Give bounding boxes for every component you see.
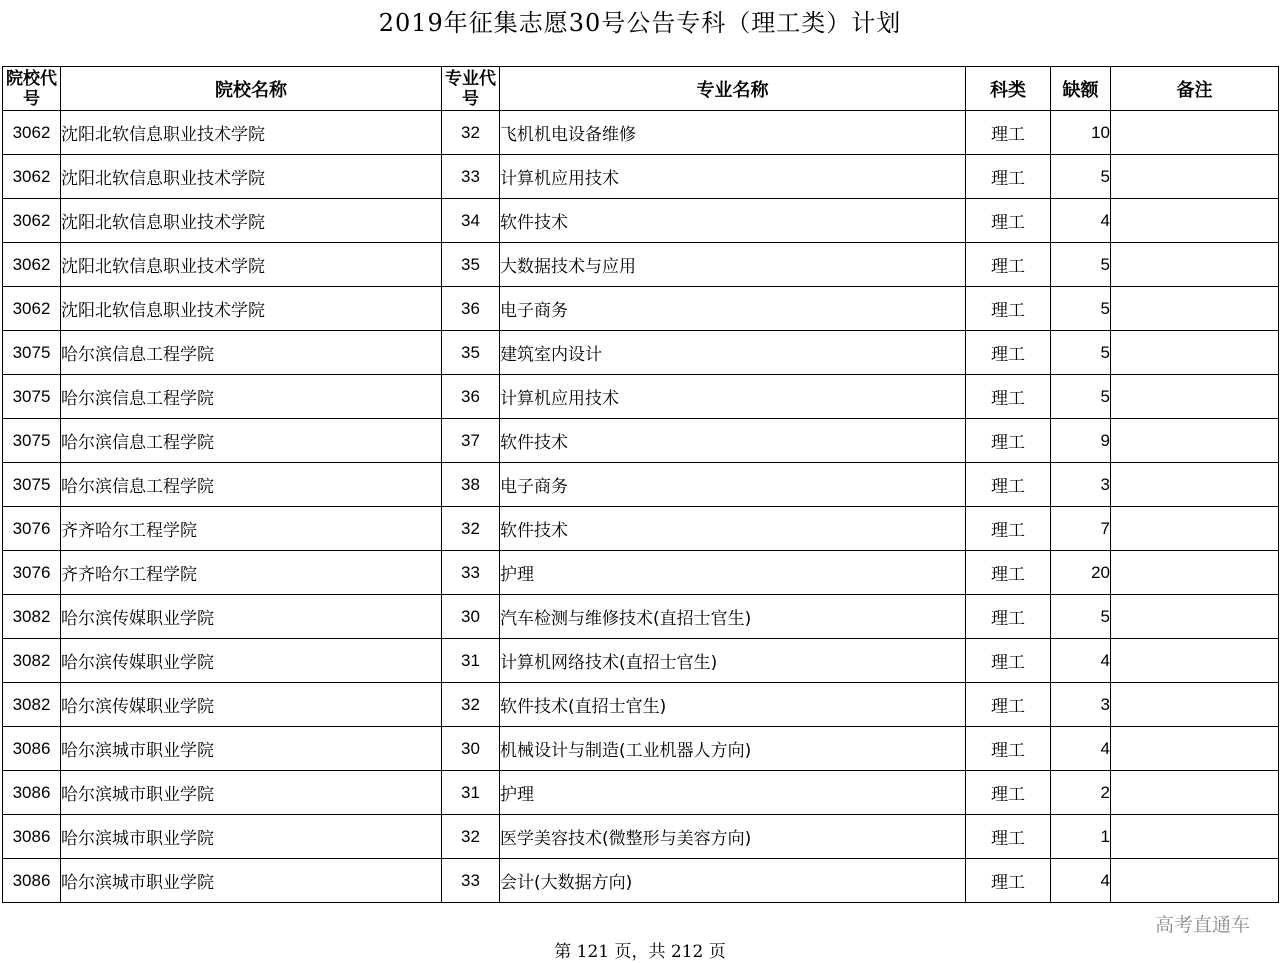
cell-quota: 5 — [1051, 375, 1111, 419]
cell-major-code: 31 — [442, 771, 500, 815]
cell-major-code: 32 — [442, 683, 500, 727]
table-row — [3, 859, 1279, 903]
cell-major-code: 30 — [442, 727, 500, 771]
cell-major-name: 护理 — [500, 551, 966, 595]
cell-major-name: 软件技术 — [500, 419, 966, 463]
cell-school-code: 3075 — [3, 419, 61, 463]
cell-quota: 1 — [1051, 815, 1111, 859]
cell-major-code: 36 — [442, 375, 500, 419]
page-title: 2019年征集志愿30号公告专科（理工类）计划 — [378, 9, 902, 37]
table-row — [3, 243, 1279, 287]
cell-school-name: 哈尔滨传媒职业学院 — [61, 683, 442, 727]
cell-school-name: 哈尔滨城市职业学院 — [61, 771, 442, 815]
cell-remarks — [1111, 507, 1279, 551]
cell-school-code: 3075 — [3, 463, 61, 507]
table-row — [3, 463, 1279, 507]
cell-remarks — [1111, 683, 1279, 727]
table-row — [3, 375, 1279, 419]
cell-quota: 4 — [1051, 727, 1111, 771]
cell-major-name: 会计(大数据方向) — [500, 859, 966, 903]
cell-school-name: 哈尔滨城市职业学院 — [61, 859, 442, 903]
table-row — [3, 683, 1279, 727]
cell-quota: 5 — [1051, 287, 1111, 331]
cell-remarks — [1111, 111, 1279, 155]
header-major-code: 专业代号 — [442, 67, 500, 111]
cell-quota: 20 — [1051, 551, 1111, 595]
cell-school-name: 沈阳北软信息职业技术学院 — [61, 199, 442, 243]
cell-school-name: 沈阳北软信息职业技术学院 — [61, 287, 442, 331]
cell-school-name: 哈尔滨传媒职业学院 — [61, 595, 442, 639]
cell-remarks — [1111, 331, 1279, 375]
cell-school-name: 哈尔滨信息工程学院 — [61, 375, 442, 419]
cell-school-code: 3075 — [3, 331, 61, 375]
cell-remarks — [1111, 419, 1279, 463]
cell-remarks — [1111, 375, 1279, 419]
cell-major-name: 飞机机电设备维修 — [500, 111, 966, 155]
cell-category: 理工 — [966, 815, 1051, 859]
cell-category: 理工 — [966, 639, 1051, 683]
cell-major-name: 计算机应用技术 — [500, 375, 966, 419]
header-school-name: 院校名称 — [61, 67, 442, 111]
cell-remarks — [1111, 771, 1279, 815]
cell-category: 理工 — [966, 243, 1051, 287]
cell-major-code: 33 — [442, 859, 500, 903]
cell-school-name: 沈阳北软信息职业技术学院 — [61, 111, 442, 155]
cell-quota: 10 — [1051, 111, 1111, 155]
cell-category: 理工 — [966, 595, 1051, 639]
header-remarks: 备注 — [1111, 67, 1279, 111]
cell-remarks — [1111, 815, 1279, 859]
cell-school-name: 哈尔滨信息工程学院 — [61, 331, 442, 375]
cell-major-name: 医学美容技术(微整形与美容方向) — [500, 815, 966, 859]
cell-major-name: 建筑室内设计 — [500, 331, 966, 375]
cell-major-code: 31 — [442, 639, 500, 683]
cell-school-name: 哈尔滨信息工程学院 — [61, 419, 442, 463]
table-row — [3, 199, 1279, 243]
cell-school-code: 3062 — [3, 111, 61, 155]
cell-major-code: 36 — [442, 287, 500, 331]
cell-major-name: 电子商务 — [500, 463, 966, 507]
cell-remarks — [1111, 727, 1279, 771]
cell-category: 理工 — [966, 419, 1051, 463]
header-quota: 缺额 — [1051, 67, 1111, 111]
table-row — [3, 507, 1279, 551]
table-row — [3, 419, 1279, 463]
cell-school-name: 哈尔滨城市职业学院 — [61, 815, 442, 859]
cell-major-code: 34 — [442, 199, 500, 243]
cell-quota: 4 — [1051, 199, 1111, 243]
table-row — [3, 331, 1279, 375]
header-major-name: 专业名称 — [500, 67, 966, 111]
cell-major-name: 软件技术 — [500, 199, 966, 243]
header-school-code: 院校代号 — [3, 67, 61, 111]
cell-remarks — [1111, 859, 1279, 903]
cell-school-code: 3076 — [3, 551, 61, 595]
cell-category: 理工 — [966, 727, 1051, 771]
cell-major-code: 35 — [442, 331, 500, 375]
cell-school-code: 3086 — [3, 815, 61, 859]
cell-school-name: 齐齐哈尔工程学院 — [61, 551, 442, 595]
cell-quota: 9 — [1051, 419, 1111, 463]
cell-quota: 5 — [1051, 595, 1111, 639]
cell-quota: 4 — [1051, 639, 1111, 683]
table-header-row — [3, 67, 1279, 111]
cell-major-name: 机械设计与制造(工业机器人方向) — [500, 727, 966, 771]
cell-category: 理工 — [966, 287, 1051, 331]
cell-school-name: 沈阳北软信息职业技术学院 — [61, 243, 442, 287]
cell-quota: 3 — [1051, 463, 1111, 507]
cell-school-code: 3062 — [3, 199, 61, 243]
cell-major-name: 汽车检测与维修技术(直招士官生) — [500, 595, 966, 639]
table-row — [3, 111, 1279, 155]
cell-major-code: 38 — [442, 463, 500, 507]
cell-school-code: 3082 — [3, 639, 61, 683]
cell-quota: 7 — [1051, 507, 1111, 551]
cell-school-name: 哈尔滨城市职业学院 — [61, 727, 442, 771]
cell-major-name: 计算机网络技术(直招士官生) — [500, 639, 966, 683]
table-row — [3, 771, 1279, 815]
cell-category: 理工 — [966, 331, 1051, 375]
cell-school-name: 哈尔滨传媒职业学院 — [61, 639, 442, 683]
cell-school-code: 3075 — [3, 375, 61, 419]
cell-category: 理工 — [966, 199, 1051, 243]
cell-school-code: 3086 — [3, 859, 61, 903]
cell-school-code: 3082 — [3, 683, 61, 727]
cell-school-code: 3086 — [3, 727, 61, 771]
cell-major-code: 30 — [442, 595, 500, 639]
cell-major-code: 33 — [442, 551, 500, 595]
cell-remarks — [1111, 463, 1279, 507]
cell-school-code: 3076 — [3, 507, 61, 551]
cell-major-name: 软件技术 — [500, 507, 966, 551]
cell-remarks — [1111, 551, 1279, 595]
cell-quota: 4 — [1051, 859, 1111, 903]
cell-school-name: 哈尔滨信息工程学院 — [61, 463, 442, 507]
cell-school-code: 3086 — [3, 771, 61, 815]
cell-major-code: 32 — [442, 815, 500, 859]
cell-category: 理工 — [966, 551, 1051, 595]
cell-remarks — [1111, 595, 1279, 639]
cell-major-code: 32 — [442, 507, 500, 551]
cell-school-name: 沈阳北软信息职业技术学院 — [61, 155, 442, 199]
table-row — [3, 551, 1279, 595]
cell-category: 理工 — [966, 507, 1051, 551]
cell-school-code: 3082 — [3, 595, 61, 639]
cell-remarks — [1111, 287, 1279, 331]
cell-major-name: 计算机应用技术 — [500, 155, 966, 199]
table-row — [3, 155, 1279, 199]
cell-category: 理工 — [966, 111, 1051, 155]
cell-remarks — [1111, 155, 1279, 199]
cell-major-name: 护理 — [500, 771, 966, 815]
cell-major-name: 电子商务 — [500, 287, 966, 331]
table-row — [3, 595, 1279, 639]
cell-school-name: 齐齐哈尔工程学院 — [61, 507, 442, 551]
cell-category: 理工 — [966, 859, 1051, 903]
cell-remarks — [1111, 199, 1279, 243]
header-category: 科类 — [966, 67, 1051, 111]
cell-category: 理工 — [966, 463, 1051, 507]
table-row — [3, 287, 1279, 331]
cell-school-code: 3062 — [3, 155, 61, 199]
cell-quota: 3 — [1051, 683, 1111, 727]
cell-category: 理工 — [966, 771, 1051, 815]
cell-major-name: 软件技术(直招士官生) — [500, 683, 966, 727]
cell-category: 理工 — [966, 375, 1051, 419]
cell-remarks — [1111, 243, 1279, 287]
cell-major-code: 32 — [442, 111, 500, 155]
table-row — [3, 815, 1279, 859]
cell-school-code: 3062 — [3, 243, 61, 287]
cell-quota: 5 — [1051, 331, 1111, 375]
table-body — [3, 111, 1279, 903]
cell-category: 理工 — [966, 683, 1051, 727]
cell-quota: 5 — [1051, 243, 1111, 287]
plan-table — [2, 66, 1279, 903]
cell-quota: 2 — [1051, 771, 1111, 815]
cell-quota: 5 — [1051, 155, 1111, 199]
cell-category: 理工 — [966, 155, 1051, 199]
cell-major-name: 大数据技术与应用 — [500, 243, 966, 287]
table-row — [3, 639, 1279, 683]
cell-major-code: 33 — [442, 155, 500, 199]
table-row — [3, 727, 1279, 771]
cell-remarks — [1111, 639, 1279, 683]
cell-major-code: 35 — [442, 243, 500, 287]
cell-school-code: 3062 — [3, 287, 61, 331]
cell-major-code: 37 — [442, 419, 500, 463]
page-footer: 第 121 页，共 212 页 — [554, 942, 726, 962]
watermark: 高考直通车 — [1154, 914, 1250, 936]
